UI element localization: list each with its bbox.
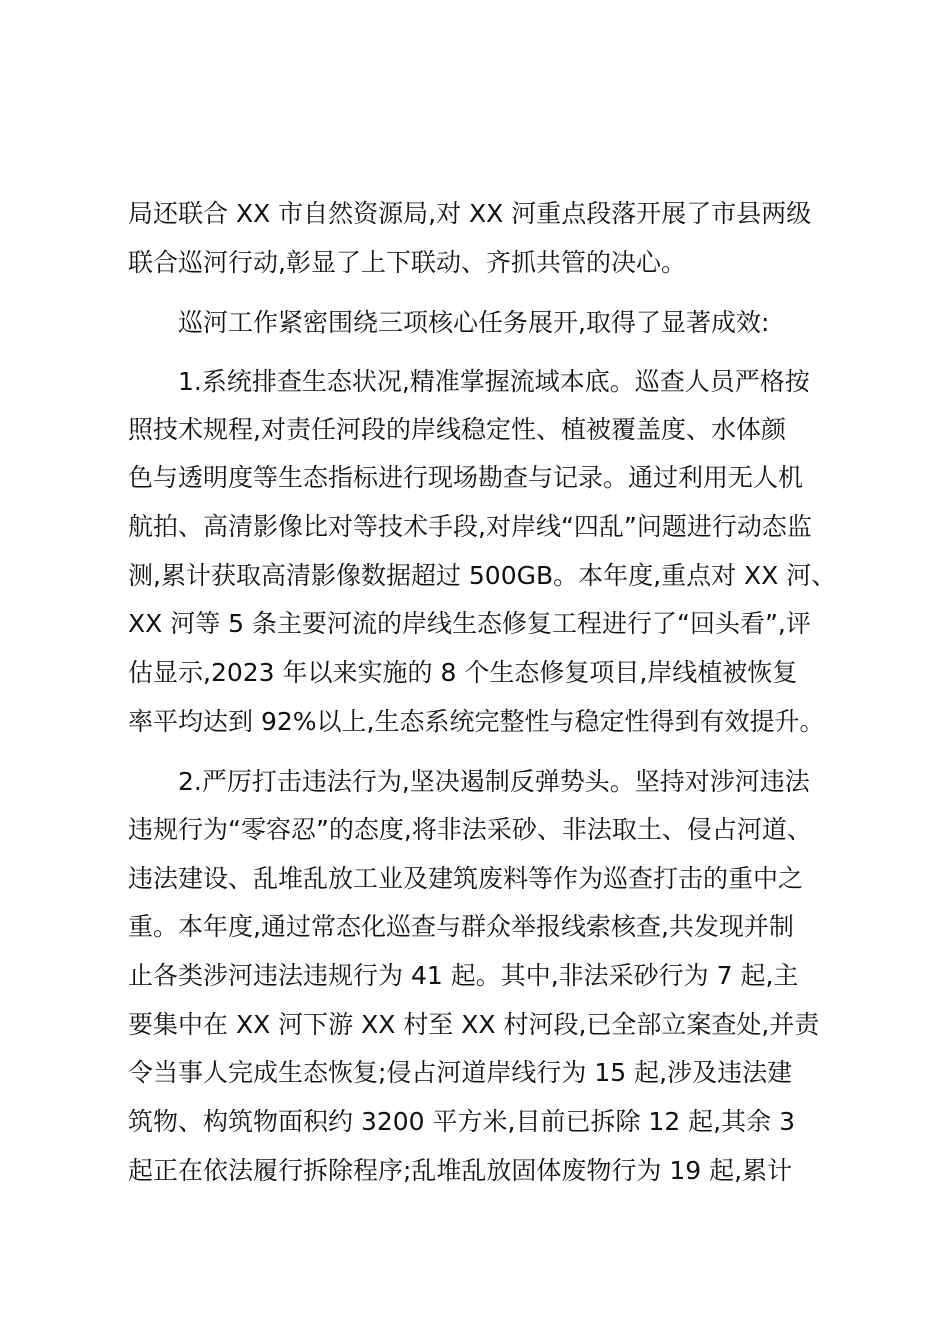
text-line: 局还联合 XX 市自然资源局,对 XX 河重点段落开展了市县两级 bbox=[128, 199, 812, 228]
text-line: 率平均达到 92%以上,生态系统完整性与稳定性得到有效提升。 bbox=[128, 707, 825, 736]
text-line: 巡河工作紧密围绕三项核心任务展开,取得了显著成效: bbox=[178, 308, 770, 337]
text-line: 违规行为“零容忍”的态度,将非法采砂、非法取土、侵占河道、 bbox=[128, 815, 812, 844]
text-line: 航拍、高清影像比对等技术手段,对岸线“四乱”问题进行动态监 bbox=[128, 512, 812, 541]
text-line: 估显示,2023 年以来实施的 8 个生态修复项目,岸线植被恢复 bbox=[128, 658, 798, 687]
text-line: 筑物、构筑物面积约 3200 平方米,目前已拆除 12 起,其余 3 bbox=[128, 1107, 795, 1136]
text-line: 联合巡河行动,彰显了上下联动、齐抓共管的决心。 bbox=[128, 248, 686, 277]
text-line: 止各类涉河违法违规行为 41 起。其中,非法采砂行为 7 起,主 bbox=[128, 961, 799, 990]
text-line: XX 河等 5 条主要河流的岸线生态修复工程进行了“回头看”,评 bbox=[128, 609, 811, 638]
text-line: 2.严厉打击违法行为,坚决遏制反弹势头。坚持对涉河违法 bbox=[178, 767, 810, 796]
text-line: 起正在依法履行拆除程序;乱堆乱放固体废物行为 19 起,累计 bbox=[128, 1156, 793, 1185]
text-line: 令当事人完成生态恢复;侵占河道岸线行为 15 起,涉及违法建 bbox=[128, 1058, 793, 1087]
text-line: 要集中在 XX 河下游 XX 村至 XX 村河段,已全部立案查处,并责 bbox=[128, 1010, 820, 1039]
text-line: 1.系统排查生态状况,精准掌握流域本底。巡查人员严格按 bbox=[178, 367, 810, 396]
text-line: 违法建设、乱堆乱放工业及建筑废料等作为巡查打击的重中之 bbox=[128, 864, 804, 893]
text-line: 色与透明度等生态指标进行现场勘查与记录。通过利用无人机 bbox=[128, 463, 804, 492]
text-line: 测,累计获取高清影像数据超过 500GB。本年度,重点对 XX 河、 bbox=[128, 561, 837, 590]
text-line: 照技术规程,对责任河段的岸线稳定性、植被覆盖度、水体颜 bbox=[128, 415, 786, 444]
text-line: 重。本年度,通过常态化巡查与群众举报线索核查,共发现并制 bbox=[128, 912, 794, 941]
